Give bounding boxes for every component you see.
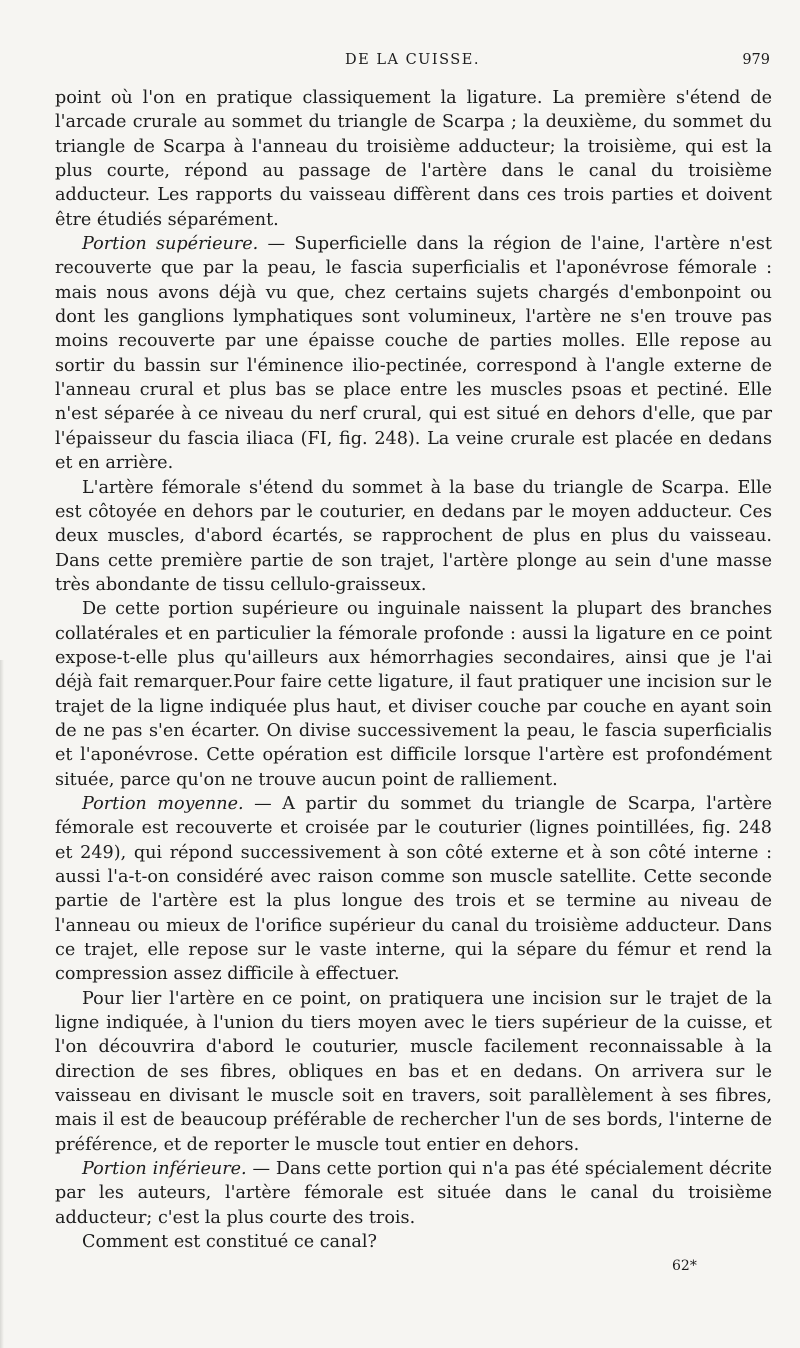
paragraph-text: point où l'on en pratique classiquement la ligature. La première s'étend de l'arcade crurale au sommet du triangle de Scarpa ; la deuxième, du sommet du triangle de Scarpa à l'anneau du troisième adducteur; la troisième, qui est la plus courte, répond au passage de l'artère dans le canal du troisième adducteur. Les rapports du vaisseau diffèrent dans ces trois parties et doivent être étudiés séparément. <box>55 88 772 230</box>
paragraph-portion-superieure <box>55 232 772 475</box>
paragraph-portion-moyenne <box>55 792 772 987</box>
running-title: DE LA CUISSE. <box>345 52 480 68</box>
paragraph-text: — A partir du sommet du triangle de Scarpa, l'artère fémorale est recouverte et croisée par le couturier (lignes pointillées, fig. 248 et 249), qui répond successivement à son côté externe et à son côté interne : aussi l'a-t-on considéré avec raison comme son muscle satellite. Cette seconde partie de l'artère est la plus longue des trois et se termine au niveau de l'anneau ou mieux de l'orifice supérieur du canal du troisième adducteur. Dans ce trajet, elle repose sur le vaste interne, qui la sépare du fémur et rend la compression assez difficile à effectuer. <box>55 793 772 985</box>
paragraph-text: — Dans cette portion qui n'a pas été spécialement décrite par les auteurs, l'artère fémorale est située dans le canal du troisième adducteur; c'est la plus courte des trois. <box>55 1159 772 1228</box>
section-lead: Portion moyenne. <box>82 793 244 814</box>
printer-signature: 62* <box>672 1258 697 1274</box>
section-lead: Portion supérieure. <box>82 234 259 255</box>
body-text <box>55 86 772 1255</box>
paragraph-portion-inferieure <box>55 1157 772 1230</box>
paragraph-text: — Superficielle dans la région de l'aine, l'artère n'est recouverte que par la peau, le fascia superficialis et l'aponévrose fémorale : mais nous avons déjà vu que, chez certains sujets chargés d'embonpoint ou dont les ganglions lymphatiques sont volumineux, l'artère ne s'en trouve pas moins recouverte par une épaisse couche de parties molles. Elle repose au sortir du bassin sur l'éminence ilio-pectinée, correspond à l'angle externe de l'anneau crural et plus bas se place entre les muscles psoas et pectiné. Elle n'est séparée à ce niveau du nerf crural, qui est situé en dehors d'elle, que par l'épaisseur du fascia iliaca (FI, fig. 248). La veine crurale est placée en dedans et en arrière. <box>55 234 772 474</box>
page-binding-shadow <box>0 660 4 1348</box>
section-lead: Portion inférieure. <box>82 1159 247 1180</box>
paragraph <box>55 987 772 1157</box>
paragraph <box>55 86 772 232</box>
paragraph-text: L'artère fémorale s'étend du sommet à la base du triangle de Scarpa. Elle est côtoyée en dehors par le couturier, en dedans par le moyen adducteur. Ces deux muscles, d'abord écartés, se rapprochent de plus en plus du vaisseau. Dans cette première partie de son trajet, l'artère plonge au sein d'une masse très abondante de tissu cellulo-graisseux. <box>55 477 772 595</box>
page-number: 979 <box>742 52 770 68</box>
paragraph <box>55 476 772 598</box>
paragraph-text: De cette portion supérieure ou inguinale naissent la plupart des branches collatérales et en particulier la fémorale profonde : aussi la ligature en ce point expose-t-elle plus qu'ailleurs aux hémorrhagies secondaires, ainsi que je l'ai déjà fait remarquer.Pour faire cette ligature, il faut pratiquer une incision sur le trajet de la ligne indiquée plus haut, et diviser couche par couche en ayant soin de ne pas s'en écarter. On divise successivement la peau, le fascia superficialis et l'aponévrose. Cette opération est difficile lorsque l'artère est profondément située, parce qu'on ne trouve aucun point de ralliement. <box>55 599 772 790</box>
running-head <box>55 52 770 74</box>
paragraph <box>55 597 772 792</box>
paragraph <box>55 1230 772 1254</box>
paragraph-text: Comment est constitué ce canal? <box>82 1232 377 1253</box>
paragraph-text: Pour lier l'artère en ce point, on pratiquera une incision sur le trajet de la ligne indiquée, à l'union du tiers moyen avec le tiers supérieur de la cuisse, et l'on découvrira d'abord le couturier, muscle facilement reconnaissable à la direction de ses fibres, obliques en bas et en dedans. On arrivera sur le vaisseau en divisant le muscle soit en travers, soit parallèlement à ses fibres, mais il est de beaucoup préférable de rechercher l'un de ses bords, l'interne de préférence, et de reporter le muscle tout entier en dehors. <box>55 988 772 1155</box>
